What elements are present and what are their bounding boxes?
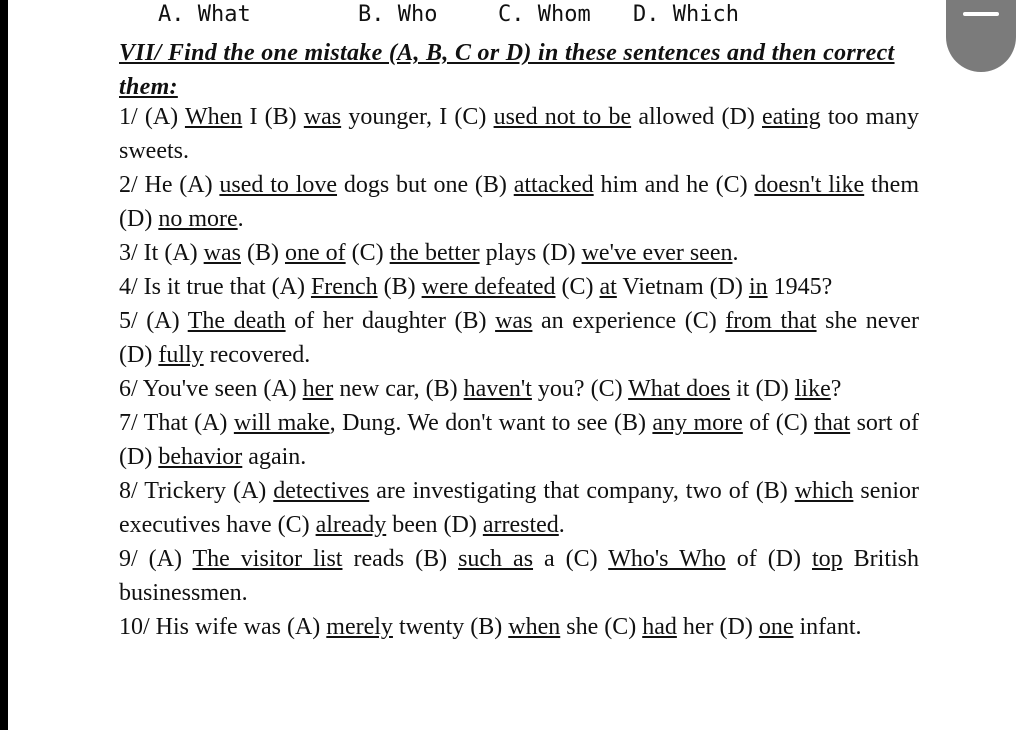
sentence-item [119, 406, 919, 474]
minus-icon [963, 12, 999, 16]
sentence-text: I (B) [242, 104, 304, 130]
sentence-text: 5/ (A) [119, 308, 188, 334]
underlined-option: were defeated [421, 274, 556, 300]
sentence-text: infant. [793, 614, 862, 640]
sentence-text: of her daughter (B) [285, 308, 496, 334]
underlined-option: The death [187, 308, 286, 334]
sentence-text: of (D) [725, 546, 812, 572]
sentence-text: you? (C) [531, 376, 629, 402]
underlined-option: used to love [219, 172, 338, 198]
sentence-text: allowed (D) [631, 104, 762, 130]
underlined-option: behavior [158, 444, 243, 470]
underlined-option: such as [458, 546, 534, 572]
sentence-text: , Dung. We don't want to see (B) [329, 410, 653, 436]
underlined-option: from that [725, 308, 817, 334]
underlined-option: Who's Who [608, 546, 726, 572]
sentence-list [119, 100, 919, 644]
underlined-option: What does [628, 376, 731, 402]
sentence-text: (C) [345, 240, 390, 266]
underlined-option: used not to be [493, 104, 632, 130]
underlined-option: top [812, 546, 843, 572]
underlined-option: already [315, 512, 387, 538]
underlined-option: the better [389, 240, 480, 266]
sentence-text: new car, (B) [333, 376, 464, 402]
sentence-item [119, 610, 919, 644]
sentence-text: it (D) [730, 376, 795, 402]
sentence-text: reads (B) [342, 546, 459, 572]
sentence-text: 8/ Trickery (A) [119, 478, 274, 504]
sentence-text: her (D) [676, 614, 759, 640]
sentence-text: . [732, 240, 739, 266]
option-b: B. Who [358, 2, 438, 27]
sentence-text: twenty (B) [392, 614, 509, 640]
option-c: C. Whom [498, 2, 591, 27]
sentence-text: them (D) [119, 172, 919, 232]
sentence-item [119, 236, 919, 270]
sentence-text: younger, I (C) [341, 104, 494, 130]
sentence-text: been (D) [386, 512, 483, 538]
sentence-text: 1/ (A) [119, 104, 185, 130]
sentence-text: 2/ He (A) [119, 172, 220, 198]
sentence-text: an experience (C) [532, 308, 726, 334]
underlined-option: detectives [273, 478, 370, 504]
underlined-option: doesn't like [754, 172, 865, 198]
sentence-text: 9/ (A) [119, 546, 193, 572]
sentence-text: 10/ His wife was (A) [119, 614, 327, 640]
underlined-option: eating [762, 104, 821, 130]
sentence-item [119, 270, 919, 304]
underlined-option: French [310, 274, 378, 300]
sentence-text: ? [830, 376, 842, 402]
underlined-option: haven't [463, 376, 532, 402]
option-a: A. What [158, 2, 251, 27]
underlined-option: was [203, 240, 241, 266]
sentence-text: 6/ You've seen (A) [119, 376, 303, 402]
sentence-item [119, 474, 919, 542]
sentence-text: (C) [555, 274, 600, 300]
sentence-text: him and he (C) [593, 172, 755, 198]
sentence-text: 4/ Is it true that (A) [119, 274, 311, 300]
underlined-option: in [748, 274, 768, 300]
underlined-option: which [794, 478, 854, 504]
sentence-text: too many sweets. [119, 104, 920, 164]
sentence-text: 7/ That (A) [119, 410, 234, 436]
underlined-option: attacked [513, 172, 594, 198]
sentence-text: recovered. [203, 342, 311, 368]
sentence-text: . [558, 512, 565, 538]
sentence-text: (B) [377, 274, 422, 300]
underlined-option: at [599, 274, 617, 300]
underlined-option: will make [233, 410, 330, 436]
sentence-text: Vietnam (D) [616, 274, 749, 300]
underlined-option: was [495, 308, 533, 334]
sentence-text: again. [242, 444, 307, 470]
sentence-text: she never (D) [119, 308, 919, 368]
sentence-text: are investigating that company, two of (B) [369, 478, 795, 504]
sentence-item [119, 542, 919, 610]
underlined-option: any more [652, 410, 743, 436]
underlined-option: one [758, 614, 794, 640]
underlined-option: fully [158, 342, 204, 368]
underlined-option: When [184, 104, 243, 130]
document-page [8, 0, 1024, 730]
sentence-text: of (C) [742, 410, 815, 436]
underlined-option: no more [158, 206, 238, 232]
sentence-text: senior executives have (C) [119, 478, 920, 538]
sentence-text: a (C) [533, 546, 609, 572]
section-heading: VII/ Find the one mistake (A, B, C or D) in these sentences and then correct them: [119, 40, 895, 100]
sentence-text: she (C) [560, 614, 643, 640]
sentence-text: 3/ It (A) [119, 240, 204, 266]
sentence-item [119, 100, 919, 168]
sentence-text: 1945? [767, 274, 833, 300]
sentence-text: British businessmen. [119, 546, 919, 606]
sentence-text: . [237, 206, 244, 232]
underlined-option: was [303, 104, 342, 130]
sentence-text: sort of (D) [119, 410, 920, 470]
underlined-option: when [508, 614, 561, 640]
underlined-option: that [814, 410, 851, 436]
underlined-option: we've ever seen [581, 240, 733, 266]
underlined-option: like [794, 376, 831, 402]
sentence-text: (B) [240, 240, 285, 266]
underlined-option: The visitor list [192, 546, 343, 572]
scroll-handle[interactable] [946, 0, 1016, 72]
underlined-option: arrested [482, 512, 559, 538]
sentence-item [119, 304, 919, 372]
sentence-text: plays (D) [479, 240, 582, 266]
sentence-item [119, 372, 919, 406]
underlined-option: had [642, 614, 677, 640]
underlined-option: one of [284, 240, 346, 266]
underlined-option: her [302, 376, 334, 402]
sentence-item [119, 168, 919, 236]
underlined-option: merely [326, 614, 393, 640]
option-d: D. Which [633, 2, 739, 27]
sentence-text: dogs but one (B) [337, 172, 514, 198]
